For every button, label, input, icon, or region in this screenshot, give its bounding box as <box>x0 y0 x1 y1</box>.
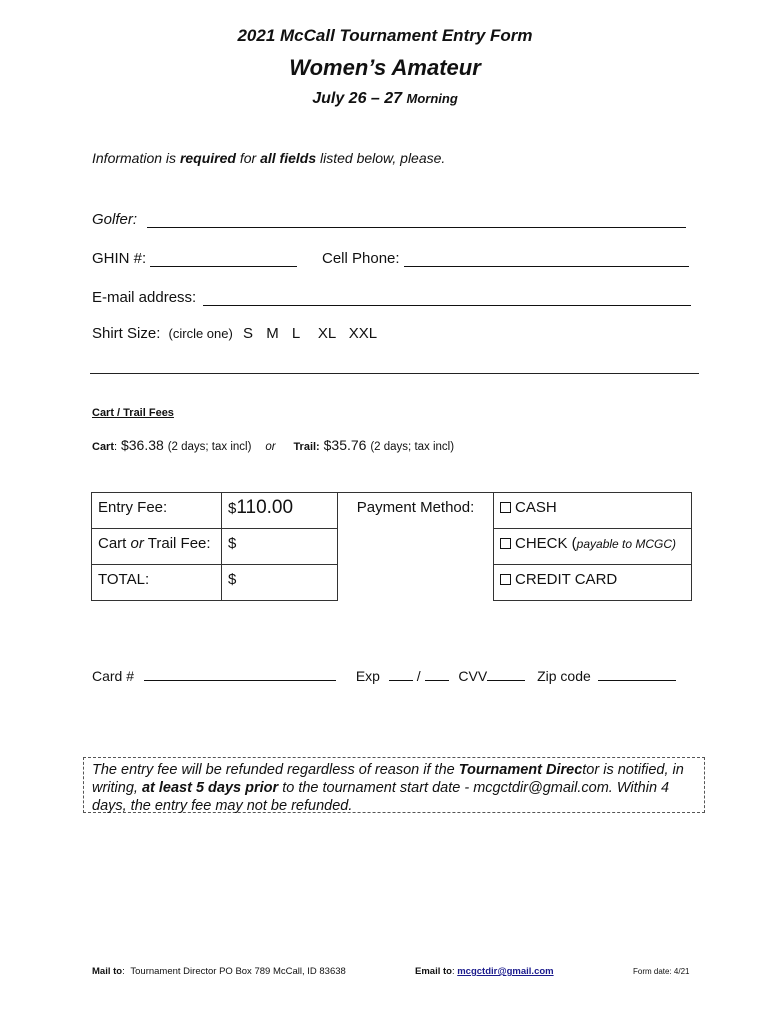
card-number-field[interactable] <box>144 666 336 681</box>
form-title: 2021 McCall Tournament Entry Form <box>237 26 533 45</box>
cart-trail-label-part: Trail Fee: <box>143 535 211 552</box>
session-text: Morning <box>406 91 458 106</box>
cart-trail-label-part: Cart <box>98 535 131 552</box>
cash-option-cell[interactable] <box>493 492 692 529</box>
refund-text: The entry fee will be refunded regardless of reason if the <box>92 762 459 778</box>
intro-required: required <box>179 150 236 166</box>
section-divider <box>90 373 699 374</box>
cell-phone-field[interactable] <box>404 252 689 267</box>
cvv-label: CVV <box>458 668 488 684</box>
total-value-cell[interactable] <box>221 564 338 601</box>
entry-fee-label-cell <box>91 492 222 529</box>
zip-code-label: Zip code <box>537 668 591 684</box>
shirt-size-hint: (circle one) <box>168 326 233 341</box>
golfer-label: Golfer: <box>92 211 138 228</box>
size-option-m[interactable]: M <box>266 325 279 342</box>
email-field[interactable] <box>203 291 691 306</box>
cart-trail-fee-label-cell <box>91 528 222 565</box>
cash-checkbox[interactable] <box>500 502 511 513</box>
cvv-field[interactable] <box>487 666 525 681</box>
cart-trail-fee-value-cell[interactable] <box>221 528 338 565</box>
card-info-row <box>92 666 676 684</box>
exp-slash: / <box>416 668 421 684</box>
check-note: payable to MCGC) <box>576 537 677 551</box>
golfer-field[interactable] <box>147 213 686 228</box>
or-text: or <box>265 441 276 453</box>
entry-fee-dollar: $ <box>228 500 237 517</box>
mail-to-label: Mail to <box>92 966 123 977</box>
total-dollar: $ <box>228 571 237 588</box>
check-option-cell[interactable] <box>493 528 692 565</box>
footer-mail: Mail to: Tournament Director PO Box 789 McCall, ID 83638 <box>92 966 346 977</box>
cart-trail-fee-dollar: $ <box>228 535 237 552</box>
payment-method-blank <box>337 528 494 600</box>
payment-method-label: Payment Method: <box>356 499 475 516</box>
date-text: July 26 – 27 <box>312 90 403 107</box>
cart-fee-label: Cart <box>92 441 115 453</box>
trail-fee-label: Trail: <box>293 441 320 453</box>
ghin-field[interactable] <box>150 252 297 267</box>
entry-fee-label: Entry Fee: <box>98 499 168 516</box>
cart-fee-note: (2 days; tax incl) <box>167 441 252 453</box>
entry-fee-value: 110.00 <box>236 497 294 518</box>
footer-email: Email to: mcgctdir@gmail.com <box>415 966 554 977</box>
fees-line: Cart: $36.38 (2 days; tax incl) or Trail: $35.76 (2 days; tax incl) <box>92 437 455 453</box>
total-label: TOTAL: <box>98 571 150 588</box>
entry-fee-value-cell <box>221 492 338 529</box>
cell-phone-label: Cell Phone: <box>322 250 400 267</box>
ghin-label: GHIN #: <box>92 250 147 267</box>
email-to-label: Email to <box>415 966 452 977</box>
form-date: Form date: 4/21 <box>633 967 690 976</box>
exp-month-field[interactable] <box>389 666 413 681</box>
credit-card-option-cell[interactable] <box>493 564 692 601</box>
fees-heading: Cart / Trail Fees <box>92 407 174 419</box>
email-link[interactable]: mcgctdir@gmail.com <box>457 966 554 977</box>
refund-text: tor is notified, in writing, <box>92 762 684 796</box>
exp-label: Exp <box>355 668 380 684</box>
payment-method-cell <box>337 492 494 529</box>
cash-label: CASH <box>515 499 557 516</box>
card-number-label: Card # <box>92 668 135 684</box>
credit-card-checkbox[interactable] <box>500 574 511 585</box>
intro-part: for <box>235 150 261 166</box>
tournament-dates <box>0 90 770 108</box>
email-label: E-mail address: <box>92 289 197 306</box>
mail-address: Tournament Director PO Box 789 McCall, ID 83638 <box>130 966 346 977</box>
size-option-xxl[interactable]: XXL <box>348 325 378 342</box>
intro-all-fields: all fields <box>260 150 317 166</box>
check-label: CHECK ( <box>515 535 577 552</box>
refund-text-bold: at least 5 days prior <box>141 780 279 796</box>
size-option-xl[interactable]: XL <box>317 325 336 342</box>
shirt-size-row <box>92 325 377 342</box>
cart-fee-price: $36.38 <box>120 437 164 453</box>
intro-part: listed below, please. <box>316 150 446 166</box>
trail-fee-price: $35.76 <box>323 437 367 453</box>
check-checkbox[interactable] <box>500 538 511 549</box>
cart-trail-label-or: or <box>130 535 144 552</box>
credit-card-label: CREDIT CARD <box>515 571 618 588</box>
trail-fee-note: (2 days; tax incl) <box>370 441 455 453</box>
size-option-l[interactable]: L <box>291 325 300 342</box>
refund-text-bold: Tournament Direc <box>458 762 583 778</box>
refund-text: to the tournament start date - mcgctdir@gmail.com. Within 4 days, the entry fee may not be refunded. <box>92 780 670 814</box>
zip-code-field[interactable] <box>598 666 676 681</box>
form-subtitle: Women’s Amateur <box>289 55 481 80</box>
total-label-cell <box>91 564 222 601</box>
refund-notice <box>83 757 705 813</box>
exp-year-field[interactable] <box>425 666 449 681</box>
size-option-s[interactable]: S <box>243 325 254 342</box>
shirt-size-label: Shirt Size: <box>92 325 161 342</box>
intro-text <box>92 150 445 166</box>
intro-part: Information is <box>92 150 180 166</box>
